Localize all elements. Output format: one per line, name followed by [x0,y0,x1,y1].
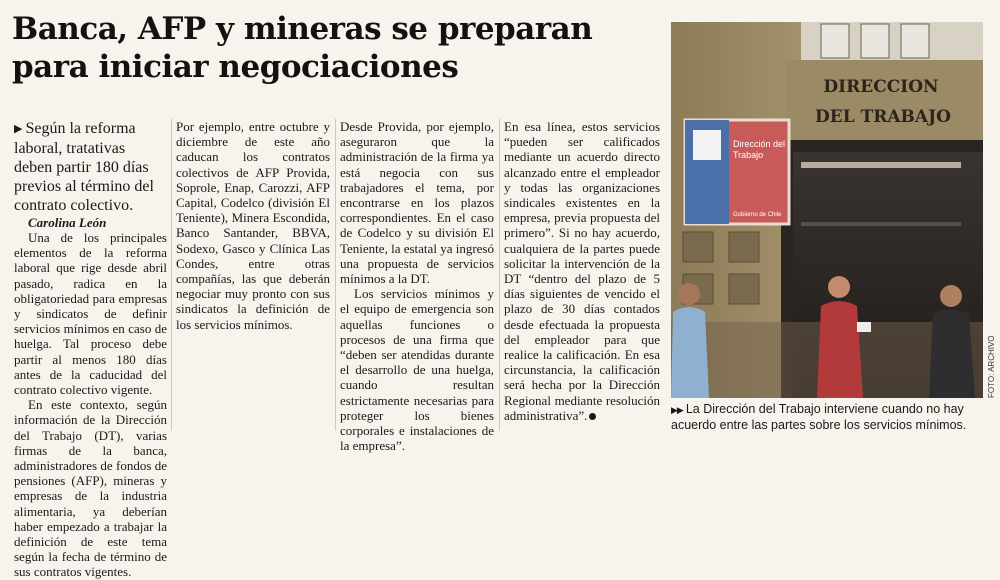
byline: Carolina León [28,215,107,230]
sign-line-1: DIRECCION [823,77,939,97]
body-paragraph: Por ejemplo, entre octubre y diciembre de este año caducan los contratos colectivos de AFP Provida, Soprole, Enap, Carozzi, AFP Capital, Codelco (división El Teniente), Minera Escondida, Banco Santander, BBVA, Sodexo, Gasco y Clínica Las Condes, entre otras compañías, las que deberán negociar muy pronto con sus sindicatos la definición de los servicios mínimos. [176,119,330,332]
caption-text: La Dirección del Trabajo interviene cuando no hay acuerdo entre las partes sobre los servicios mínimos. [671,402,967,432]
column-rule [171,119,172,431]
photo-credit: FOTO: ARCHIVO [987,335,996,398]
column-rule [335,119,336,431]
sign-line-2: DEL TRABAJO [815,107,951,127]
lead-triangle-icon: ▶ [14,123,23,135]
end-mark-icon [589,413,596,420]
body-paragraph: Los servicios mínimos y el equipo de emergencia son aquellas funciones o procesos de una firma que “deben ser atendidas durante el desarrollo de una huelga, cuando resultan estrictamente necesarias para proteger los bienes corporales e instalaciones de la empresa”. [340,286,494,454]
headline-line-1: Banca, AFP y mineras se preparan [12,11,593,47]
article-photo [671,22,983,398]
plaque-line-1: Dirección del [733,139,786,149]
column-2 [176,119,330,332]
government-plaque [685,120,789,224]
building-entrance-photo [671,22,983,398]
body-paragraph: En este contexto, según información de la Dirección del Trabajo (DT), varias firmas de la banca, administradores de fondos de pensiones (AFP), mineras y empresas de la industria alimentaria, ya deberían haber empezado a trabajar la definición de este tema según la fecha de término de sus contratos vigentes. [14,397,167,580]
headline [12,10,662,86]
lead-text: Según la reforma laboral, tratativas deben partir 180 días previos al término del contrato colectivo. [14,120,154,214]
column-4 [504,119,660,423]
column-3 [340,119,494,453]
body-paragraph [504,119,660,423]
headline-line-2: para iniciar negociaciones [12,49,459,85]
column-rule [499,119,500,431]
plaque-footer: Gobierno de Chile [733,212,782,218]
body-paragraph: Desde Provida, por ejemplo, aseguraron que la administración de la firma ya está negocia con sus trabajadores el tema, por encontrarse en los plazos correspondientes. En el caso de Codelco y su división El Teniente, la estatal ya ingresó una propuesta de servicios mínimos a la DT. [340,119,494,287]
caption-triangle-icon: ▶▶ [671,405,683,415]
plaque-line-2: Trabajo [733,150,764,160]
lead-summary [14,119,167,215]
photo-caption [671,402,989,433]
column-1 [14,119,167,580]
body-paragraph: Una de los principales elementos de la reforma laboral que rige desde abril pasado, radica en la obligatoriedad para empresas y sindicatos de definir servicios mínimos en caso de huelga. Tal proceso debe partir al menos 180 días antes de la caducidad del contrato colectivo vigente. [14,230,167,398]
body-paragraph-text: En esa línea, estos servicios “pueden ser calificados mediante un acuerdo directo alcanzado entre el empleador y todas las organizaciones sindicales existentes en la empresa, previa propuesta del primero”. Si no hay acuerdo, cualquiera de la partes puede solicitar la intervención de la DT “dentro del plazo de 5 días siguientes de vencido el plazo de 30 días contados desde efectuada la propuesta del empleador para que realice la calificación. En esa circunstancia, la calificación será hecha por la Dirección Regional mediante resolución administrativa”. [504,119,660,423]
